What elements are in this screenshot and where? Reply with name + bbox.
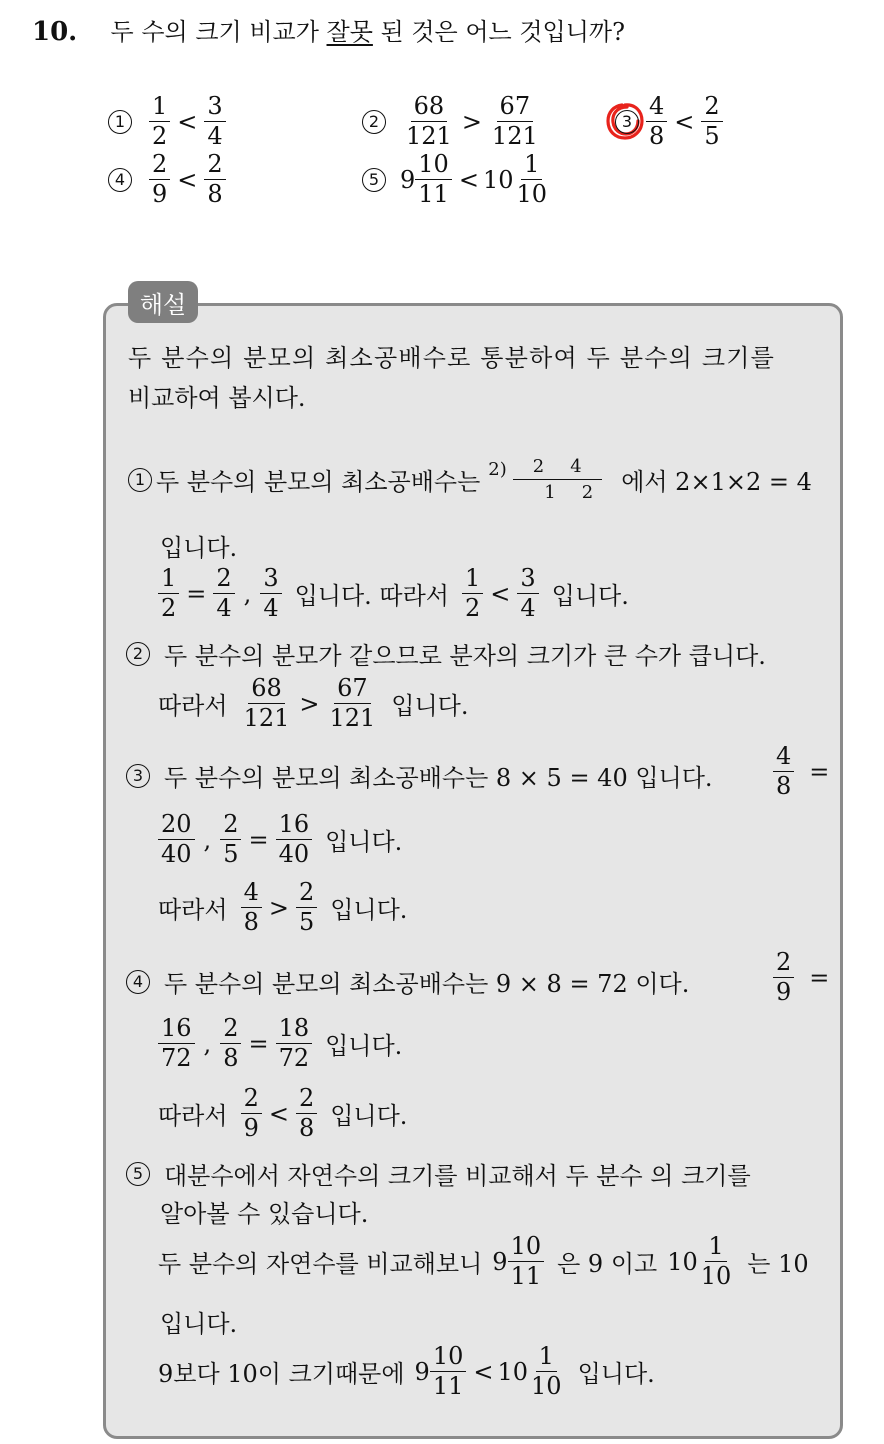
- option-mark: 1: [108, 110, 132, 134]
- explanation-tag: 해설: [128, 281, 198, 323]
- fraction: $\frac{3}{4}$: [204, 94, 225, 149]
- step-5-line-5: 9보다 10이 크기때문에 9 $\frac{10}{11}$ < 10 $\frac{1}{10}$ 입니다.: [158, 1342, 655, 1401]
- comparison-operator: <: [458, 165, 479, 194]
- option-3[interactable]: [615, 94, 726, 149]
- step-3-fraction-tail: $\frac{4}{8}$ =: [770, 744, 829, 799]
- fraction: $\frac{67}{121}$: [491, 92, 538, 151]
- comparison-operator: >: [461, 107, 482, 136]
- step-5-line-1: 5 대분수에서 자연수의 크기를 비교해서 두 분수 의 크기를: [126, 1156, 751, 1191]
- intro-line-1: 두 분수의 분모의 최소공배수로 통분하여 두 분수의 크기를: [128, 344, 776, 372]
- step-mark: 1: [128, 468, 152, 492]
- option-mark: 2: [362, 110, 386, 134]
- question-header: [32, 12, 625, 47]
- step-5-line-4: 입니다.: [160, 1310, 238, 1338]
- step-5-line-3: 두 분수의 자연수를 비교해보니 9 $\frac{10}{11}$ 은 9 이고 10 $\frac{1}{10}$ 는 10: [158, 1232, 809, 1291]
- fraction: $\frac{4}{8}$: [646, 94, 667, 149]
- step-mark: 2: [126, 642, 150, 666]
- mixed-whole: 9: [400, 165, 416, 194]
- comparison-operator: <: [177, 165, 198, 194]
- fraction: $\frac{68}{121}$: [406, 92, 452, 151]
- fraction: $\frac{1}{2}$: [149, 94, 170, 149]
- step-mark: 4: [126, 970, 150, 994]
- fraction: $\frac{10}{11}$: [415, 152, 452, 207]
- step-4-line-3: 따라서 $\frac{2}{9}$ < $\frac{2}{8}$ 입니다.: [158, 1084, 408, 1143]
- fraction: $\frac{2}{8}$: [204, 152, 225, 207]
- step-1-line-1: 1 두 분수의 분모의 최소공배수는 2) 2 4 1 2 에서 2×1×2 = 4: [128, 456, 812, 503]
- step-4-line-2: $\frac{16}{72}$ , $\frac{2}{8}$ = $\frac{18}{72}$ 입니다.: [155, 1016, 402, 1071]
- step-1-line-3: $\frac{1}{2}$ = $\frac{2}{4}$ , $\frac{3}{4}$ 입니다. 따라서 $\frac{1}{2}$ < $\frac{3}{4}$ 입니다.: [155, 566, 629, 621]
- step-5-line-2: 알아볼 수 있습니다.: [160, 1200, 369, 1228]
- step-2-line-2: 따라서 $\frac{68}{121}$ > $\frac{67}{121}$ 입니다.: [158, 674, 469, 733]
- step-2-line-1: 2 두 분수의 분모가 같으므로 분자의 크기가 큰 수가 큽니다.: [126, 636, 766, 671]
- step-4-line-1: 4 두 분수의 분모의 최소공배수는 9 × 8 = 72 이다.: [126, 964, 689, 999]
- intro-line-2: 비교하여 봅시다.: [128, 384, 306, 412]
- question-underlined: 잘못: [326, 18, 373, 46]
- option-5[interactable]: [362, 152, 553, 207]
- option-mark: 4: [108, 168, 132, 192]
- option-mark: 5: [362, 168, 386, 192]
- division-table: 2) 2 4 1 2: [488, 456, 613, 503]
- step-1-line-2: 입니다.: [160, 534, 238, 562]
- step-mark: 3: [126, 764, 150, 788]
- option-2[interactable]: [362, 94, 544, 149]
- step-mark: 5: [126, 1162, 150, 1186]
- option-1[interactable]: [108, 94, 229, 149]
- fraction: $\frac{2}{9}$: [149, 152, 170, 207]
- step-3-line-1: 3 두 분수의 분모의 최소공배수는 8 × 5 = 40 입니다.: [126, 758, 713, 793]
- option-4[interactable]: [108, 152, 229, 207]
- question-text-before: 두 수의 크기 비교가: [110, 18, 319, 46]
- step-4-fraction-tail: $\frac{2}{9}$ =: [770, 950, 829, 1005]
- step-3-line-2: $\frac{20}{40}$ , $\frac{2}{5}$ = $\frac{16}{40}$ 입니다.: [155, 812, 402, 867]
- comparison-operator: <: [674, 107, 695, 136]
- fraction: $\frac{1}{10}$: [516, 150, 548, 209]
- fraction: $\frac{2}{5}$: [701, 94, 722, 149]
- mixed-whole: 10: [482, 165, 514, 194]
- question-number: 10.: [32, 17, 78, 47]
- step-3-line-3: 따라서 $\frac{4}{8}$ > $\frac{2}{5}$ 입니다.: [158, 878, 408, 937]
- option-mark: 3: [615, 110, 639, 134]
- comparison-operator: <: [177, 107, 198, 136]
- question-text-after: 된 것은 어느 것입니까?: [380, 18, 625, 46]
